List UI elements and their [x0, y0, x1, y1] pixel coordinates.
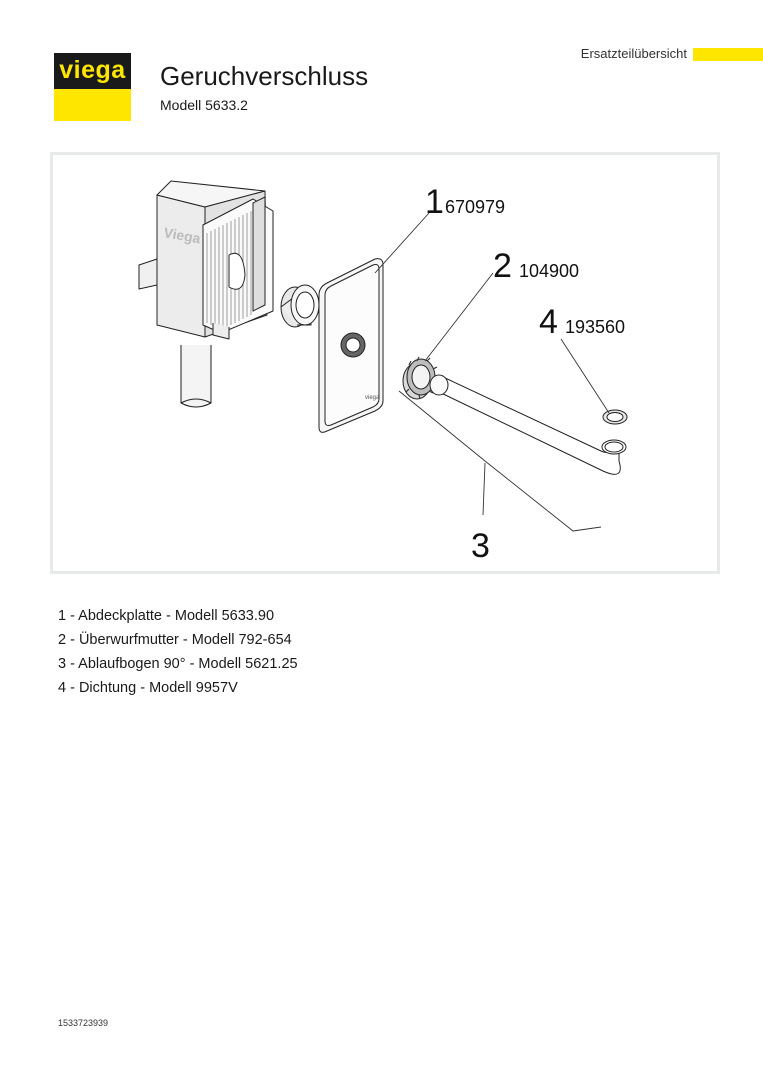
callout-number: 3 — [471, 527, 490, 565]
callout-part-number: 104900 — [519, 261, 580, 281]
adapter-sleeve-drawing — [281, 285, 319, 327]
callout-number: 2 — [493, 247, 512, 285]
viega-logo — [54, 53, 131, 121]
leader-line-3b — [483, 463, 485, 515]
leader-line-3a — [399, 391, 601, 531]
logo-wordmark: viega — [54, 53, 131, 89]
callout-1 — [425, 183, 505, 221]
logo-yellow-block — [54, 89, 131, 121]
parts-list-item: 3 - Ablaufbogen 90° - Modell 5621.25 — [58, 656, 298, 672]
leader-line-1 — [375, 213, 429, 273]
callout-part-number: 670979 — [445, 197, 506, 217]
siphon-housing-drawing — [139, 181, 273, 407]
document-number: 1533723939 — [58, 1018, 109, 1028]
page-title: Geruchverschluss — [160, 61, 369, 91]
callout-number: 4 — [539, 303, 558, 341]
callout-3 — [471, 527, 490, 565]
document-type-label: Ersatzteilübersicht — [580, 46, 687, 61]
parts-list-item: 2 - Überwurfmutter - Modell 792-654 — [58, 632, 292, 648]
callout-number: 1 — [425, 183, 444, 221]
parts-list-item: 4 - Dichtung - Modell 9957V — [58, 680, 238, 696]
parts-list — [58, 604, 298, 700]
parts-list-item: 1 - Abdeckplatte - Modell 5633.90 — [58, 608, 275, 624]
drain-bend-drawing — [430, 375, 626, 474]
exploded-view-drawing — [53, 155, 717, 571]
callout-2 — [493, 247, 579, 285]
housing-brand-text: Viega — [162, 224, 202, 247]
exploded-view-figure — [50, 152, 720, 574]
document-type-bar — [693, 48, 763, 61]
leader-line-4 — [561, 339, 609, 413]
callout-4 — [539, 303, 625, 341]
cover-plate-drawing — [319, 259, 383, 433]
plate-brand-text: viega — [365, 395, 380, 401]
callout-part-number: 193560 — [565, 317, 626, 337]
seal-ring-drawing — [603, 410, 627, 424]
leader-line-2 — [425, 273, 493, 361]
page-subtitle: Modell 5633.2 — [160, 97, 248, 113]
